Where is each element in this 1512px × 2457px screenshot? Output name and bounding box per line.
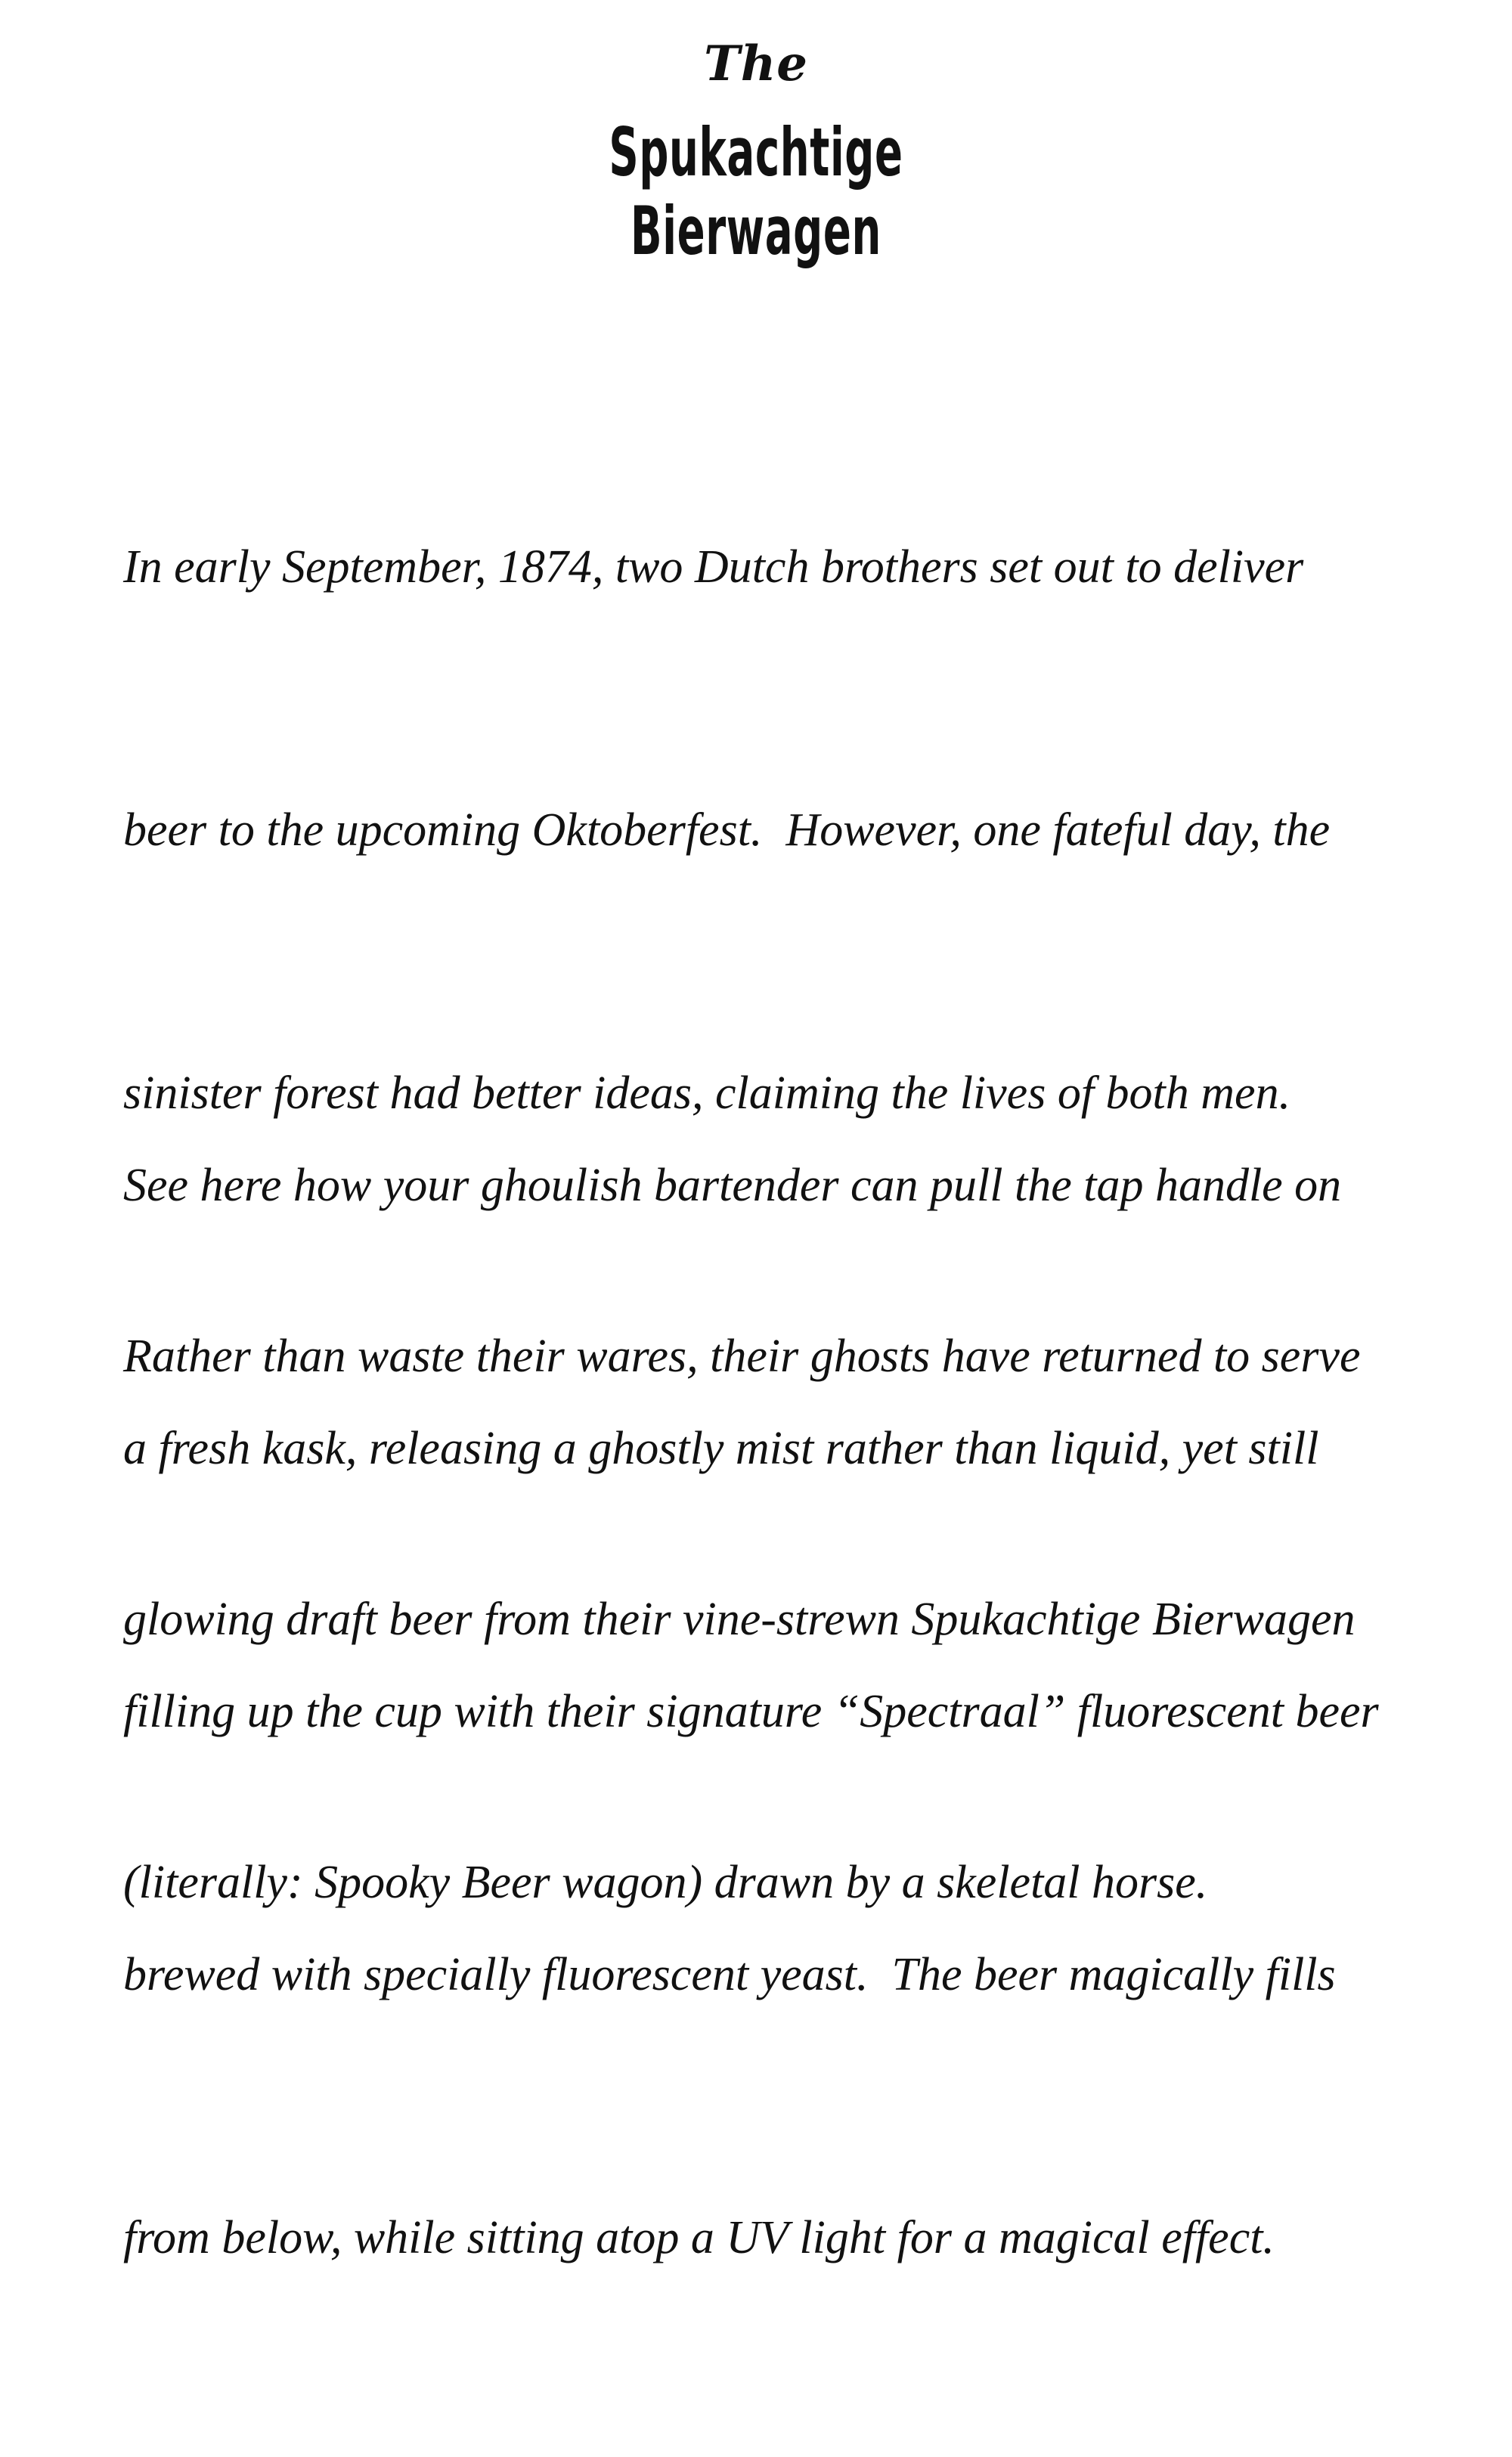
title-line-2: Bierwagen [631,192,881,270]
paragraph-line: a fresh kask, releasing a ghostly mist rather than liquid, yet still [123,1423,1319,1474]
paragraph-2 [123,966,1439,2457]
title-line-1: Spukachtige [609,113,903,191]
paragraph-line: glowing draft beer from their vine-strewn Spukachtige Bierwagen [123,1594,1356,1645]
paragraph-line: (literally: Spooky Beer wagon) drawn by a skeletal horse. [123,1857,1208,1908]
paragraph-line: Rather than waste their wares, their ghosts have returned to serve [123,1331,1361,1382]
title-the: The [704,36,808,92]
paragraph-line: In early September, 1874, two Dutch brothers set out to deliver [123,541,1304,593]
paragraph-line: from below, while sitting atop a UV light for a magical effect. [123,2212,1275,2263]
paragraph-line: brewed with specially fluorescent yeast. The beer magically fills [123,1949,1336,2000]
paragraph-line: filling up the cup with their signature “Spectraal” fluorescent beer [123,1686,1379,1737]
paragraph-line: See here how your ghoulish bartender can pull the tap handle on [123,1160,1342,1211]
paragraph-line: beer to the upcoming Oktoberfest. However, one fateful day, the [123,804,1331,856]
title-block [0,30,1512,271]
paragraph-line: sinister forest had better ideas, claiming the lives of both men. [123,1067,1291,1119]
